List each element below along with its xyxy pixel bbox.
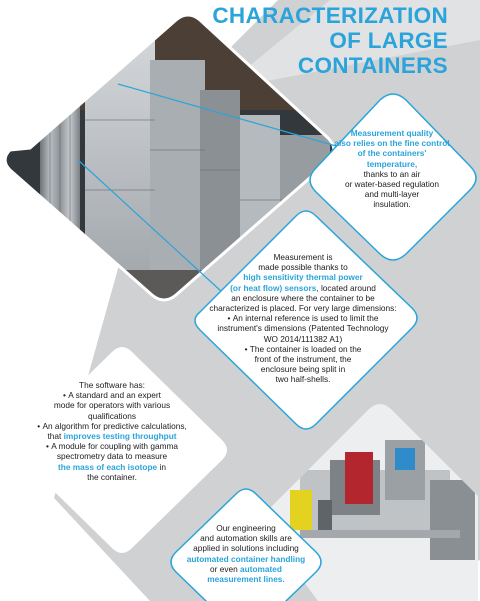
temperature-line-6: and multi-layer — [364, 189, 420, 200]
title-line-2: OF LARGE — [329, 28, 448, 53]
software-bullet-3-line-2: spectrometry data to measure — [56, 451, 168, 462]
page-title — [212, 3, 448, 78]
sensors-bullet-1-line-3: WO 2014/111382 A1) — [263, 333, 343, 344]
sensors-bullet-2-line-1: • The container is loaded on the — [204, 344, 402, 354]
callout-automation — [182, 523, 310, 584]
sensors-bullet-2-line-2: front of the instrument, the — [254, 354, 352, 365]
temperature-highlight-1: Measurement quality — [350, 128, 434, 138]
software-bullet-3-highlight: the mass of each isotope — [58, 461, 158, 472]
software-bullet-1-line-1: • A standard and an expert — [18, 390, 206, 400]
sensors-highlight-1: high sensitivity thermal power — [243, 272, 363, 283]
temperature-highlight-3: of the containers' temperature, — [357, 148, 427, 169]
sensors-bullet-2-line-4: two half-shells. — [275, 374, 331, 385]
temperature-line-4: thanks to an air — [363, 168, 421, 179]
sensors-line-3-tail: , located around — [316, 282, 376, 293]
sensors-line-2: made possible thanks to — [258, 262, 348, 273]
temperature-line-5: or water-based regulation — [344, 179, 440, 190]
callout-temperature — [333, 128, 451, 210]
sensors-line-5: characterized is placed. For very large dimensions: — [209, 303, 397, 314]
automation-line-1: Our engineering — [216, 523, 276, 533]
sensors-bullet-1-line-1: • An internal reference is used to limit the — [204, 313, 402, 323]
title-line-3: CONTAINERS — [297, 53, 448, 78]
software-bullet-3-line-4: the container. — [87, 471, 137, 482]
software-bullet-2-pre: that — [47, 431, 64, 442]
automation-line-5-pre: or even — [210, 563, 241, 574]
sensors-bullet-2-line-3: enclosure being split in — [260, 364, 346, 375]
software-heading: The software has: — [79, 380, 145, 390]
software-bullet-3-line-1: • A module for coupling with gamma — [18, 441, 206, 451]
automation-line-3: applied in solutions including — [193, 543, 299, 554]
automation-highlight-1: automated container handling — [186, 553, 306, 564]
callout-software — [18, 380, 206, 482]
temperature-highlight-2: also relies on the fine control — [334, 138, 450, 149]
callout-sensors — [204, 252, 402, 385]
software-bullet-1-line-3: qualifications — [88, 410, 136, 421]
software-bullet-2-line-1: • An algorithm for predictive calculations, — [18, 421, 206, 431]
temperature-line-7: insulation. — [373, 199, 411, 210]
automation-highlight-2: automated — [240, 563, 282, 574]
sensors-highlight-2: (or heat flow) sensors — [230, 282, 317, 293]
title-line-1: CHARACTERIZATION — [212, 3, 448, 28]
sensors-line-4: an enclosure where the container to be — [231, 292, 375, 303]
sensors-bullet-1-line-2: instrument's dimensions (Patented Technology — [217, 323, 389, 334]
software-bullet-1-line-2: mode for operators with various — [53, 400, 171, 411]
software-bullet-2-highlight: improves testing throughput — [63, 431, 177, 442]
automation-highlight-3: measurement lines. — [207, 574, 285, 585]
automation-line-2: and automation skills are — [200, 533, 292, 544]
sensors-line-1: Measurement is — [273, 252, 333, 262]
software-bullet-3-post: in — [157, 461, 166, 472]
